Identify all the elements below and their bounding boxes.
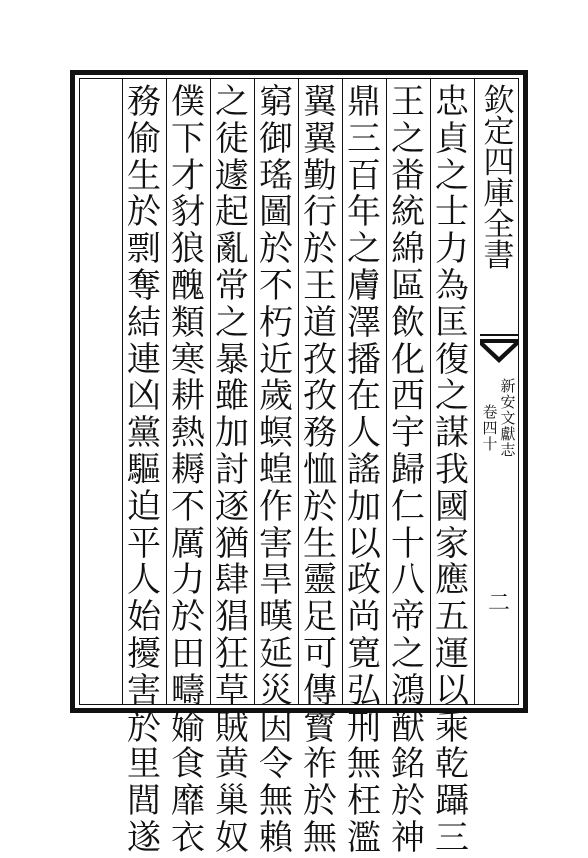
text-character: 八 [391, 560, 425, 601]
text-character: 猖 [215, 597, 249, 638]
text-character: 神 [391, 817, 425, 858]
text-character: 寛 [347, 633, 381, 674]
text-character: 我 [435, 449, 469, 490]
text-character: 之 [215, 82, 249, 122]
text-character: 凶 [127, 376, 161, 417]
text-character: 寒 [171, 339, 205, 380]
text-character: 下 [171, 118, 205, 159]
text-character: 耕 [171, 376, 205, 417]
text-character: 五 [435, 597, 469, 638]
text-character: 播 [347, 339, 381, 380]
text-character: 靡 [171, 781, 205, 822]
text-character: 徒 [215, 118, 249, 159]
text-character: 三 [435, 817, 469, 858]
text-character: 之 [347, 229, 381, 270]
text-character: 孜 [303, 339, 337, 380]
text-character: 膚 [347, 265, 381, 306]
text-column [166, 84, 210, 857]
text-character: 仁 [391, 486, 425, 527]
text-column [254, 84, 298, 857]
text-character: 延 [259, 633, 293, 674]
text-character: 無 [303, 817, 337, 858]
text-character: 枉 [347, 781, 381, 822]
text-character: 濫 [347, 817, 381, 858]
text-character: 人 [127, 560, 161, 601]
text-character: 僕 [171, 82, 205, 122]
text-character: 刑 [347, 707, 381, 748]
text-character: 加 [215, 413, 249, 454]
text-character: 家 [435, 523, 469, 564]
text-character: 生 [127, 155, 161, 196]
text-character: 靈 [303, 560, 337, 601]
text-character: 勤 [303, 155, 337, 196]
text-character: 於 [303, 486, 337, 527]
text-character: 足 [303, 597, 337, 638]
text-character: 奴 [215, 817, 249, 858]
text-character: 類 [171, 302, 205, 343]
text-character: 窮 [259, 82, 293, 122]
text-character: 結 [127, 302, 161, 343]
text-character: 帝 [391, 597, 425, 638]
text-character: 瑤 [259, 155, 293, 196]
text-character: 醜 [171, 265, 205, 306]
text-character: 於 [127, 707, 161, 748]
text-character: 令 [259, 744, 293, 785]
text-character: 草 [215, 670, 249, 711]
text-character: 暴 [215, 339, 249, 380]
text-character: 討 [215, 449, 249, 490]
text-character: 歸 [391, 449, 425, 490]
text-character: 里 [127, 744, 161, 785]
text-character: 於 [259, 229, 293, 270]
text-character: 西 [391, 376, 425, 417]
text-character: 媮 [171, 707, 205, 748]
text-character: 旱 [259, 560, 293, 601]
text-character: 因 [259, 707, 293, 748]
volume-title: 新 安 文 獻 志 [500, 377, 516, 459]
text-character: 之 [391, 118, 425, 159]
text-character: 以 [435, 670, 469, 711]
text-character: 偷 [127, 118, 161, 159]
text-character: 於 [303, 229, 337, 270]
text-character: 逐 [215, 486, 249, 527]
text-character: 匡 [435, 302, 469, 343]
text-character: 銘 [391, 744, 425, 785]
text-character: 朽 [259, 302, 293, 343]
text-character: 貞 [435, 118, 469, 159]
text-character: 人 [347, 413, 381, 454]
text-character: 遂 [127, 817, 161, 858]
text-character: 擾 [127, 633, 161, 674]
text-character: 奪 [127, 265, 161, 306]
text-character: 衣 [171, 817, 205, 858]
text-character: 謠 [347, 449, 381, 490]
text-character: 澤 [347, 302, 381, 343]
text-character: 黨 [127, 413, 161, 454]
chapter-number: 卷 四 十 [482, 403, 498, 453]
text-character: 不 [259, 265, 293, 306]
text-character: 士 [435, 192, 469, 233]
text-character: 遽 [215, 155, 249, 196]
text-character: 剽 [127, 229, 161, 270]
text-character: 御 [259, 118, 293, 159]
text-character: 復 [435, 339, 469, 380]
text-character: 王 [391, 82, 425, 122]
text-character: 在 [347, 376, 381, 417]
text-character: 始 [127, 597, 161, 638]
text-character: 作 [259, 486, 293, 527]
text-character: 平 [127, 523, 161, 564]
text-character: 不 [171, 486, 205, 527]
text-character: 猷 [391, 707, 425, 748]
text-character: 賴 [259, 817, 293, 858]
text-character: 十 [391, 523, 425, 564]
text-character: 年 [347, 192, 381, 233]
text-character: 於 [171, 597, 205, 638]
text-character: 豺 [171, 192, 205, 233]
text-character: 傳 [303, 670, 337, 711]
text-character: 暵 [259, 597, 293, 638]
book-title: 欽 定 四 庫 全 書 [483, 83, 515, 274]
text-column [122, 84, 166, 857]
text-character: 應 [435, 560, 469, 601]
text-column [210, 84, 254, 857]
text-character: 務 [127, 82, 161, 122]
text-character: 鼎 [347, 82, 381, 122]
text-character: 祚 [303, 744, 337, 785]
text-character: 政 [347, 560, 381, 601]
text-character: 食 [171, 744, 205, 785]
text-character: 圖 [259, 192, 293, 233]
text-character: 驅 [127, 449, 161, 490]
text-column [430, 84, 474, 857]
text-character: 害 [259, 523, 293, 564]
text-character: 賊 [215, 707, 249, 748]
text-character: 孜 [303, 376, 337, 417]
text-character: 翼 [303, 118, 337, 159]
page-header-column [474, 78, 524, 705]
text-character: 綿 [391, 229, 425, 270]
text-character: 化 [391, 339, 425, 380]
text-character: 運 [435, 633, 469, 674]
text-character: 近 [259, 339, 293, 380]
text-character: 宇 [391, 413, 425, 454]
text-character: 才 [171, 155, 205, 196]
text-character: 亂 [215, 229, 249, 270]
text-character: 乘 [435, 707, 469, 748]
text-character: 肆 [215, 560, 249, 601]
text-character: 黄 [215, 744, 249, 785]
text-character: 翼 [303, 82, 337, 122]
text-character: 猶 [215, 523, 249, 564]
text-character: 於 [391, 781, 425, 822]
text-character: 忠 [435, 82, 469, 122]
text-character: 為 [435, 265, 469, 306]
text-character: 之 [435, 155, 469, 196]
text-character: 無 [347, 744, 381, 785]
text-character: 乾 [435, 744, 469, 785]
text-character: 三 [347, 118, 381, 159]
text-character: 恤 [303, 449, 337, 490]
text-character: 躡 [435, 781, 469, 822]
text-character: 於 [303, 781, 337, 822]
text-character: 狂 [215, 633, 249, 674]
text-column [386, 84, 430, 857]
text-character: 尚 [347, 597, 381, 638]
text-character: 道 [303, 302, 337, 343]
text-character: 於 [127, 192, 161, 233]
text-character: 國 [435, 486, 469, 527]
text-character: 疇 [171, 670, 205, 711]
text-character: 以 [347, 523, 381, 564]
text-character: 連 [127, 339, 161, 380]
text-character: 蝗 [259, 449, 293, 490]
fishtail-ornament [480, 333, 518, 369]
text-character: 之 [435, 376, 469, 417]
text-character: 加 [347, 486, 381, 527]
text-character: 無 [259, 781, 293, 822]
text-character: 歲 [259, 376, 293, 417]
text-character: 螟 [259, 413, 293, 454]
page-number: 二 [487, 591, 510, 616]
text-character: 巢 [215, 781, 249, 822]
text-character: 田 [171, 633, 205, 674]
text-character: 之 [391, 633, 425, 674]
text-character: 可 [303, 633, 337, 674]
text-character: 區 [391, 265, 425, 306]
text-character: 閭 [127, 781, 161, 822]
text-character: 寳 [303, 707, 337, 748]
text-character: 生 [303, 523, 337, 564]
text-character: 熱 [171, 413, 205, 454]
text-character: 謀 [435, 413, 469, 454]
text-character: 災 [259, 670, 293, 711]
text-character: 耨 [171, 449, 205, 490]
text-character: 王 [303, 265, 337, 306]
text-character: 百 [347, 155, 381, 196]
text-character: 行 [303, 192, 337, 233]
text-character: 弘 [347, 670, 381, 711]
text-character: 迫 [127, 486, 161, 527]
text-character: 鴻 [391, 670, 425, 711]
volume-info [477, 378, 521, 538]
text-column [342, 84, 386, 857]
text-character: 務 [303, 413, 337, 454]
text-character: 力 [171, 560, 205, 601]
text-character: 飲 [391, 302, 425, 343]
text-character: 起 [215, 192, 249, 233]
text-character: 害 [127, 670, 161, 711]
text-column [298, 84, 342, 857]
text-character: 厲 [171, 523, 205, 564]
text-character: 狼 [171, 229, 205, 270]
text-character: 雖 [215, 376, 249, 417]
text-character: 之 [215, 302, 249, 343]
text-character: 畨 [391, 155, 425, 196]
text-character: 統 [391, 192, 425, 233]
text-character: 常 [215, 265, 249, 306]
text-character: 力 [435, 229, 469, 270]
